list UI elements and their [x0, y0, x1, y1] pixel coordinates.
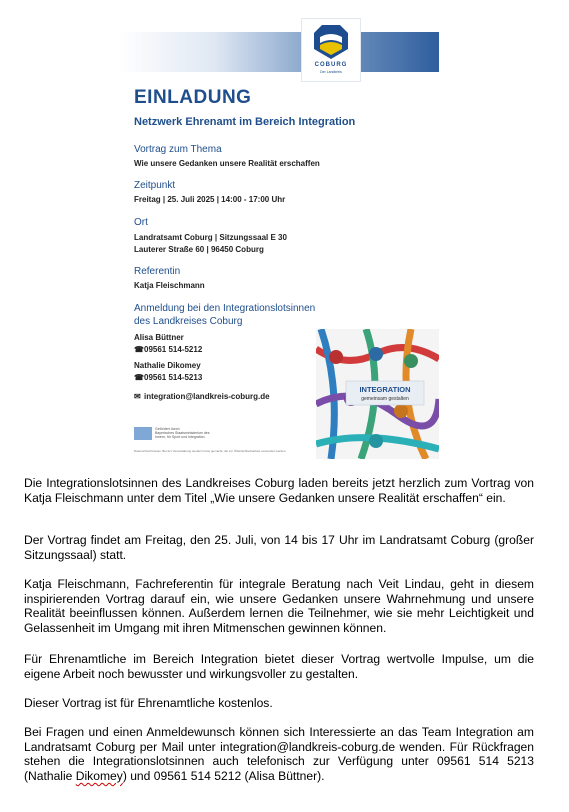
- contact-2-phone: 09561 514-5213: [144, 373, 203, 382]
- coburg-logo: [301, 18, 361, 82]
- p6-start: Bei Fragen und einen Anmeldewunsch können sich Interessierte an das Team Integration am Landratsamt Coburg per Mail unter integration@landkreis-coburg.de wenden. Für Rückfragen stehen die Integrationslotsinnen auch telefonisch zur Verfügung unter 09561 514 5213 (Nathalie: [24, 725, 534, 783]
- body-paragraph-5: Dieser Vortrag ist für Ehrenamtliche kostenlos.: [24, 696, 273, 710]
- logo-subtitle: Der Landkreis: [320, 70, 342, 74]
- telephone-icon: ☎: [134, 345, 144, 354]
- referentin-value: Katja Fleischmann: [134, 281, 205, 290]
- anmeldung-label-2: des Landkreises Coburg: [134, 316, 243, 327]
- graphic-subtitle: gemeinsam gestalten: [361, 396, 409, 402]
- body-paragraph-3: Katja Fleischmann, Fachreferentin für integrale Beratung nach Veit Lindau, geht in diesem inspirierenden Vortrag darauf ein, wie unsere Gedanken unsere Wahrnehmung und unsere Realität beeinflussen können. Außerdem lernen die Teilnehmer, wie sie mehr Leichtigkeit und Gelassenheit im Umgang mit ihren Mitmenschen gewinnen können.: [24, 577, 534, 635]
- ort-line-2: Lauterer Straße 60 | 96450 Coburg: [134, 245, 264, 254]
- integration-rope-graphic: [316, 329, 439, 459]
- misspelled-word: Dikomey: [75, 768, 123, 783]
- logo-name: COBURG: [314, 62, 348, 68]
- flyer-fine-print: Datenschutzhinweis: Bei der Veranstaltung werden Fotos gemacht, die zur Öffentlichkeitsarbeit verwendet werden.: [134, 449, 287, 453]
- flyer-title: EINLADUNG: [134, 87, 252, 108]
- envelope-icon: ✉: [134, 392, 141, 401]
- ministry-logo: [134, 427, 152, 440]
- zeitpunkt-value: Freitag | 25. Juli 2025 | 14:00 - 17:00 Uhr: [134, 195, 286, 204]
- flyer-email: integration@landkreis-coburg.de: [144, 392, 270, 401]
- ministry-line-3: Innern, für Sport und Integration: [155, 435, 205, 439]
- ministry-text: [155, 427, 265, 439]
- body-paragraph-6: [24, 725, 534, 783]
- invitation-flyer-image: [118, 18, 439, 459]
- header-banner: [118, 32, 439, 72]
- contact-1-name: Alisa Büttner: [134, 333, 184, 342]
- contact-1-phone-row: [134, 345, 202, 354]
- body-paragraph-2: Der Vortrag findet am Freitag, den 25. Juli, von 14 bis 17 Uhr im Landratsamt Coburg (großer Sitzungssaal) statt.: [24, 533, 534, 562]
- vortrag-label: Vortrag zum Thema: [134, 144, 222, 155]
- referentin-label: Referentin: [134, 266, 181, 277]
- vortrag-value: Wie unsere Gedanken unsere Realität erschaffen: [134, 159, 320, 168]
- contact-1-phone: 09561 514-5212: [144, 345, 203, 354]
- contact-2-phone-row: [134, 373, 202, 382]
- zeitpunkt-label: Zeitpunkt: [134, 180, 176, 191]
- coburg-crest-icon: [310, 23, 352, 61]
- ort-label: Ort: [134, 217, 148, 228]
- anmeldung-label-1: Anmeldung bei den Integrationslotsinnen: [134, 303, 316, 314]
- telephone-icon: ☎: [134, 373, 144, 382]
- ministry-line-2: Bayerisches Staatsministerium des: [155, 431, 210, 435]
- p6-end: ) und 09561 514 5212 (Alisa Büttner).: [122, 768, 325, 783]
- body-paragraph-4: Für Ehrenamtliche im Bereich Integration bietet dieser Vortrag wertvolle Impulse, um die eigene Arbeit noch bewusster und wirkungsvoller zu gestalten.: [24, 652, 534, 681]
- contact-2-name: Nathalie Dikomey: [134, 361, 201, 370]
- ministry-line-1: Gefördert durch: [155, 427, 180, 431]
- graphic-title: INTEGRATION: [359, 385, 411, 394]
- email-row: [134, 392, 270, 401]
- ort-line-1: Landratsamt Coburg | Sitzungssaal E 30: [134, 233, 287, 242]
- body-paragraph-1: Die Integrationslotsinnen des Landkreises Coburg laden bereits jetzt herzlich zum Vortrag von Katja Fleischmann unter dem Titel „Wie unsere Gedanken unsere Realität erschaffen“ ein.: [24, 476, 534, 505]
- flyer-subtitle: Netzwerk Ehrenamt im Bereich Integration: [134, 116, 356, 128]
